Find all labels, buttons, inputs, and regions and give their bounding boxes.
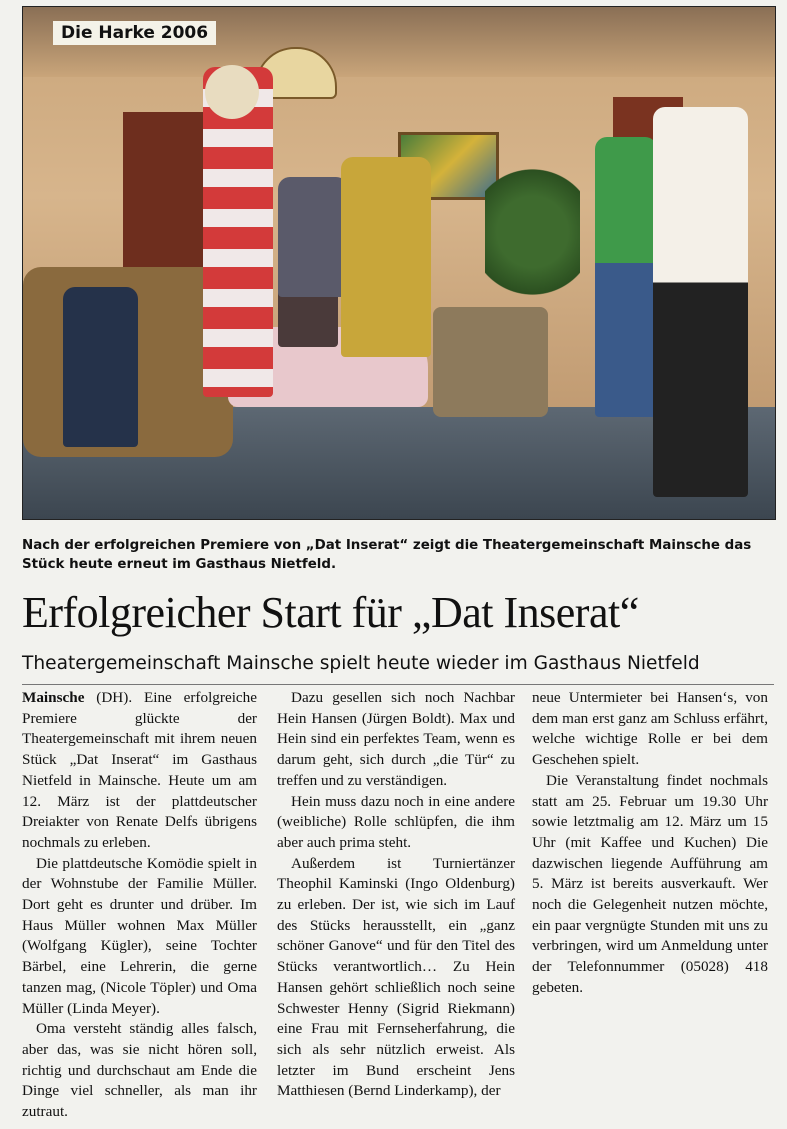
photo-actor-yellow-jacket — [341, 157, 431, 357]
paragraph: Hein muss dazu noch in eine andere (weibliche) Rolle schlüpfen, die ihm aber auch prima steht. — [277, 792, 515, 851]
paragraph-continued: neue Untermieter bei Hansen‘s, von dem man erst ganz am Schluss erfährt, welche wichtige Rolle er bei dem Geschehen spielt. — [532, 689, 768, 769]
subheadline: Theatergemeinschaft Mainsche spielt heute wieder im Gasthaus Nietfeld — [22, 653, 700, 674]
paragraph: Die plattdeutsche Komödie spielt in der Wohnstube der Familie Müller. Dort geht es drunter und drüber. Im Haus Müller wohnen Max Müller (Wolfgang Kügler), seine Tochter Bärbel, eine Lehrerin, die gerne tanzen mag, (Nicole Töpler) und Oma Müller (Linda Meyer). — [22, 854, 257, 1017]
headline: Erfolgreicher Start für „Dat Inserat“ — [22, 588, 639, 637]
paragraph: Dazu gesellen sich noch Nachbar Hein Hansen (Jürgen Boldt). Max und Hein sind ein perfektes Team, wenn es darum geht, sich durch „die Tür“ zu treffen und zu verständigen. — [277, 689, 515, 789]
article-column-3 — [532, 688, 768, 999]
photo-actor-white-blouse — [653, 107, 748, 497]
photo-actor-head — [205, 65, 259, 119]
lead-text: (DH). Eine erfolgreiche Premiere glückte der Theatergemeinschaft mit ihrem neuen Stück „Dat Inserat“ im Gasthaus Nietfeld in Mainsche. Heute um am 12. März ist der plattdeutscher Dreiakter von Renate Delfs übrigens nochmals zu erleben. — [22, 689, 257, 851]
paragraph: Die Veranstaltung findet nochmals statt am 25. Februar um 19.30 Uhr sowie letztmalig am 12. März um 15 Uhr (mit Kaffee und Kuchen) Die dazwischen liegende Aufführung am 5. März ist bereits ausverkauft. Wer noch die Gelegenheit nutzen möchte, ein paar vergnügte Stunden mit uns zu verbringen, wird um Anmeldung unter der Telefonnummer (05028) 418 gebeten. — [532, 771, 768, 996]
article-column-1 — [22, 688, 257, 1123]
photo-armchair — [433, 307, 548, 417]
photo-plant — [485, 157, 580, 307]
photo-actor-green-shirt — [595, 137, 657, 417]
photo-actor-knitting — [63, 287, 138, 447]
source-stamp: Die Harke 2006 — [53, 21, 216, 45]
photo-actor-checked-shirt — [278, 177, 348, 297]
paragraph: Außerdem ist Turniertänzer Theophil Kaminski (Ingo Oldenburg) zu erleben. Der ist, wie sich im Lauf des Stücks herausstellt, ein „ganz schöner Ganove“ und für den Titel des Stücks verantwortlich… Zu Hein Hansen gehört schließlich noch seine Schwester Henny (Sigrid Riekmann) eine Frau mit Fernseherfahrung, die sich als sehr nützlich erweist. Als letzter im Bund erscheint Jens Matthiesen (Bernd Linderkamp), der — [277, 854, 515, 1100]
paragraph: Oma versteht ständig alles falsch, aber das, was sie nicht hören soll, richtig und durchschaut am Ende die Dinge viel schneller, als man ihr zutraut. — [22, 1020, 257, 1121]
lead-paragraph — [22, 688, 257, 854]
divider — [22, 684, 774, 685]
article-column-2 — [277, 688, 515, 1102]
article-photo — [22, 6, 776, 520]
photo-caption: Nach der erfolgreichen Premiere von „Dat Inserat“ zeigt die Theatergemeinschaft Mainsche das Stück heute erneut im Gasthaus Nietfeld. — [22, 538, 752, 572]
dateline: Mainsche — [22, 689, 85, 706]
